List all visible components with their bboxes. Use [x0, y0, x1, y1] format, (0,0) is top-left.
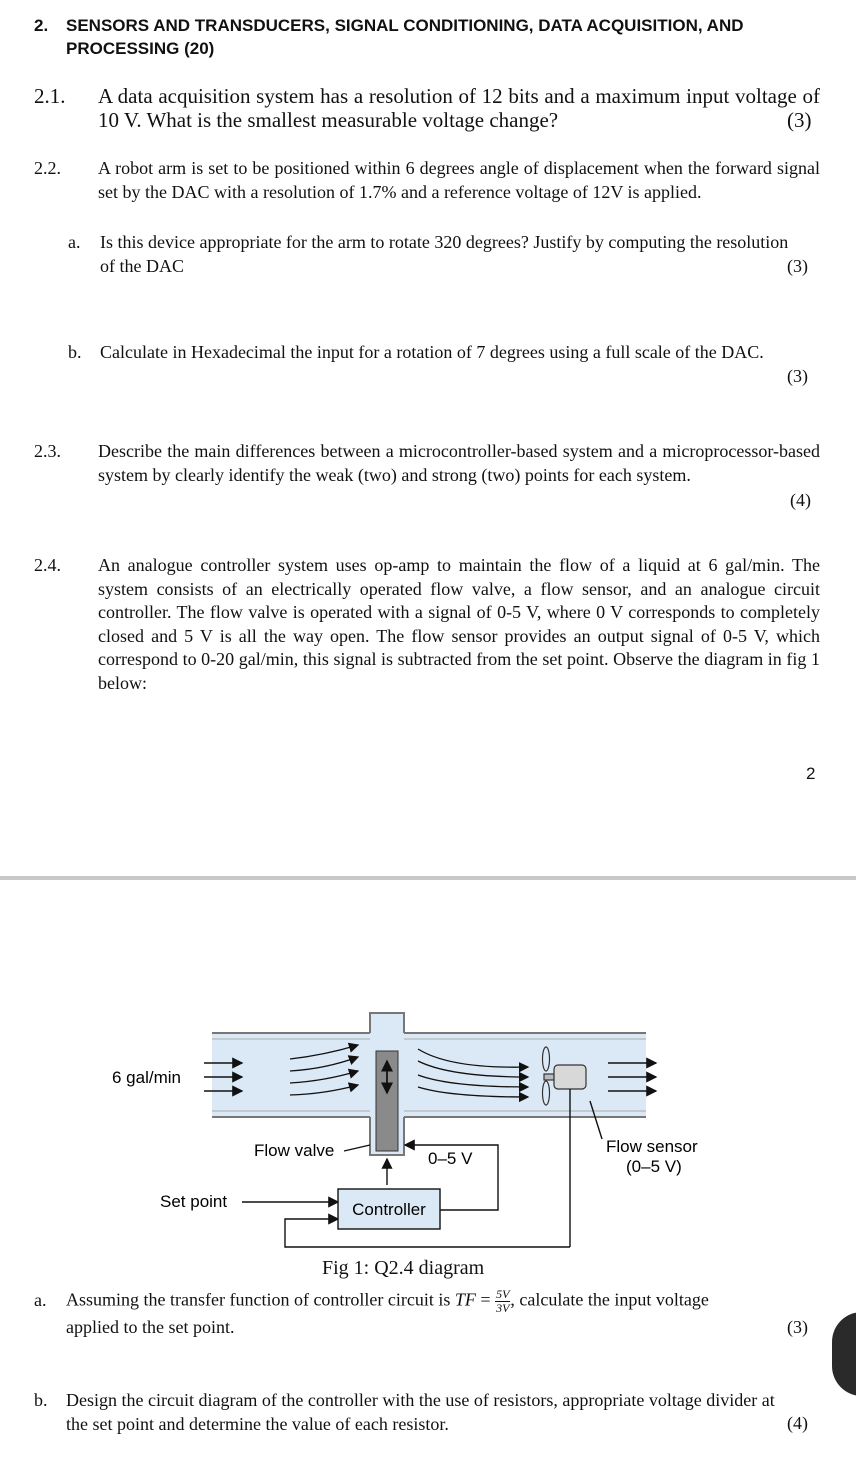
tf-symbol: TF: [454, 1289, 476, 1310]
valve-housing: [370, 1013, 404, 1033]
question-2-4a-label: a.: [34, 1290, 47, 1310]
transfer-function-fraction: [495, 1288, 510, 1315]
question-2-4a-marks: (3): [787, 1317, 808, 1337]
question-2-2b-marks: (3): [787, 366, 808, 386]
fraction-numerator: 5V: [496, 1287, 510, 1301]
question-2-2a-label: a.: [68, 232, 81, 252]
page-number: 2: [806, 764, 816, 783]
section-number: 2.: [34, 16, 49, 35]
question-number-2-3: 2.3.: [34, 441, 61, 461]
question-2-4a-line2: applied to the set point.: [66, 1317, 235, 1337]
question-2-4b-marks: (4): [787, 1413, 808, 1433]
question-2-4-text: An analogue controller system uses op-amp to maintain the flow of a liquid at 6 gal/min. The system consists of an electrically operated flow valve, a flow sensor, and an analogue circuit controller. The flow valve is operated with a signal of 0-5 V, where 0 V corresponds to completely closed and 5 V is all the way open. The flow sensor provides an output signal of 0-5 V, which correspond to 0-20 gal/min, this signal is subtracted from the set point. Observe the diagram in fig 1 below:: [98, 555, 820, 693]
flow-in-label: 6 gal/min: [112, 1068, 181, 1087]
question-2-1-marks: (3): [787, 108, 812, 132]
set-point-label: Set point: [160, 1192, 228, 1211]
equals-sign: =: [480, 1289, 491, 1310]
flow-sensor-range-label: (0–5 V): [626, 1157, 682, 1176]
flow-valve-label: Flow valve: [254, 1141, 335, 1160]
controller-label: Controller: [352, 1200, 426, 1219]
question-number-2-1: 2.1.: [34, 84, 66, 108]
flow-sensor-label: Flow sensor: [606, 1137, 698, 1156]
question-number-2-2: 2.2.: [34, 158, 61, 178]
question-2-2-text: A robot arm is set to be positioned within 6 degrees angle of displacement when the forward signal set by the DAC with a resolution of 1.7% and a reference voltage of 12V is applied.: [98, 158, 820, 202]
question-2-4a-text-after: , calculate the input voltage: [510, 1289, 709, 1310]
overlay-button[interactable]: [832, 1312, 856, 1396]
question-2-4a-line1: [66, 1288, 709, 1315]
question-2-3-marks: (4): [790, 490, 811, 510]
fraction-denominator: 3V: [496, 1301, 510, 1315]
question-2-2a-marks: (3): [787, 256, 808, 276]
sensor-box: [554, 1065, 586, 1089]
page-divider: [0, 876, 856, 880]
question-number-2-4: 2.4.: [34, 555, 61, 575]
question-2-2a-text: Is this device appropriate for the arm to rotate 320 degrees? Justify by computing the resolution of the DAC: [100, 232, 789, 276]
question-2-4b-label: b.: [34, 1390, 48, 1410]
question-2-1-text: A data acquisition system has a resolution of 12 bits and a maximum input voltage of 10 V. What is the smallest measurable voltage change?: [98, 84, 820, 132]
question-2-4a-text-before: Assuming the transfer function of controller circuit is: [66, 1289, 455, 1310]
figure-caption: Fig 1: Q2.4 diagram: [322, 1257, 485, 1279]
question-2-4b-text: Design the circuit diagram of the controller with the use of resistors, appropriate voltage divider at the set point and determine the value of each resistor.: [66, 1390, 775, 1434]
question-2-2b-label: b.: [68, 342, 82, 362]
section-title: SENSORS AND TRANSDUCERS, SIGNAL CONDITIONING, DATA ACQUISITION, AND PROCESSING (20): [66, 16, 744, 58]
valve-signal-label: 0–5 V: [428, 1149, 473, 1168]
flow-control-diagram: [100, 1005, 740, 1295]
question-2-3-text: Describe the main differences between a microcontroller-based system and a microprocessor-based system by clearly identify the weak (two) and strong (two) points for each system.: [98, 441, 820, 485]
question-2-2b-text: Calculate in Hexadecimal the input for a rotation of 7 degrees using a full scale of the DAC.: [100, 342, 764, 362]
